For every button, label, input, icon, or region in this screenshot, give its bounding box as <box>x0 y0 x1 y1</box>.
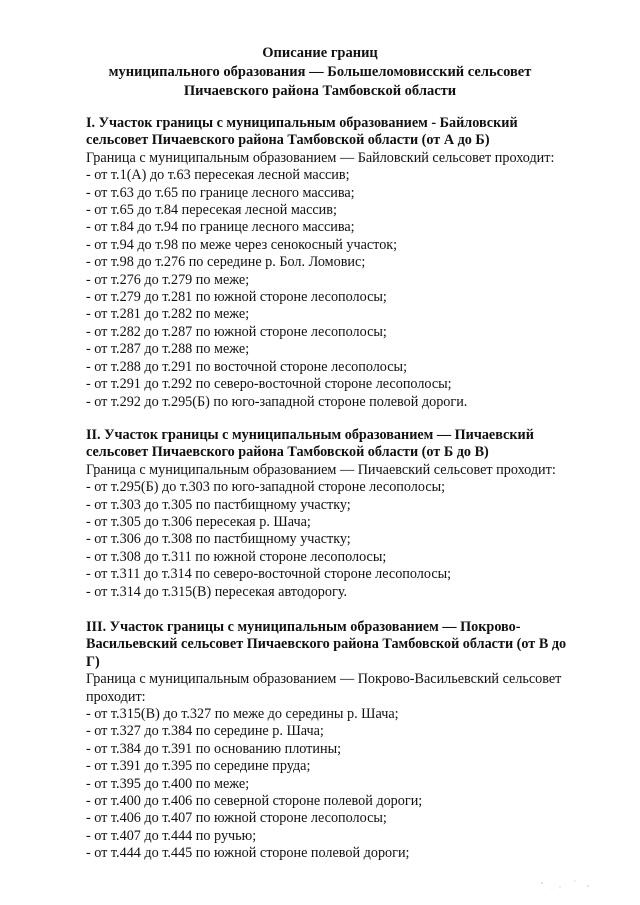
section-1-intro: Граница с муниципальным образованием — Байловский сельсовет проходит: <box>86 149 555 166</box>
list-item: - от т.1(А) до т.63 пересекая лесной массив; <box>86 167 350 184</box>
section-1-heading-line-2: сельсовет Пичаевского района Тамбовской области (от А до Б) <box>86 132 490 149</box>
section-2-intro: Граница с муниципальным образованием — Пичаевский сельсовет проходит: <box>86 461 556 478</box>
document-title-line-1: Описание границ <box>262 45 378 61</box>
list-item: - от т.291 до т.292 по северо-восточной стороне лесополосы; <box>86 376 452 393</box>
list-item: - от т.400 до т.406 по северной стороне полевой дороги; <box>86 793 423 810</box>
section-1-heading-line-1: I. Участок границы с муниципальным образованием - Байловский <box>86 115 518 131</box>
list-item: - от т.306 до т.308 по пастбищному участку; <box>86 531 351 548</box>
section-3 <box>86 619 626 863</box>
list-item: - от т.305 до т.306 пересекая р. Шача; <box>86 514 311 531</box>
list-item: - от т.288 до т.291 по восточной стороне лесополосы; <box>86 358 408 375</box>
section-3-intro-line-1: Граница с муниципальным образованием — Покрово-Васильевский сельсовет <box>86 671 562 688</box>
list-item: - от т.98 до т.276 по середине р. Бол. Ломовис; <box>86 254 366 271</box>
section-3-heading-line-2: Васильевский сельсовет Пичаевского района Тамбовской области (от В до <box>86 636 567 653</box>
list-item: - от т.407 до т.444 по ручью; <box>86 827 257 844</box>
section-3-intro-line-2: проходит: <box>86 688 146 705</box>
scan-speckles <box>530 853 600 893</box>
section-2 <box>86 427 626 601</box>
list-item: - от т.281 до т.282 по меже; <box>86 306 250 323</box>
list-item: - от т.406 до т.407 по южной стороне лесополосы; <box>86 810 387 827</box>
section-3-heading-line-1: III. Участок границы с муниципальным образованием — Покрово- <box>86 619 521 635</box>
list-item: - от т.327 до т.384 по середине р. Шача; <box>86 723 324 740</box>
list-item: - от т.84 до т.94 по границе лесного массива; <box>86 219 355 236</box>
list-item: - от т.395 до т.400 по меже; <box>86 775 250 792</box>
list-item: - от т.65 до т.84 пересекая лесной массив; <box>86 202 337 219</box>
section-3-heading-line-3: Г) <box>86 653 100 670</box>
list-item: - от т.444 до т.445 по южной стороне полевой дороги; <box>86 845 410 862</box>
section-1 <box>86 115 626 411</box>
document-title-line-3: Пичаевского района Тамбовской области <box>183 83 457 99</box>
list-item: - от т.315(В) до т.327 по меже до середины р. Шача; <box>86 706 399 723</box>
list-item: - от т.63 до т.65 по границе лесного массива; <box>86 184 355 201</box>
list-item: - от т.94 до т.98 по меже через сенокосный участок; <box>86 236 398 253</box>
list-item: - от т.276 до т.279 по меже; <box>86 271 250 288</box>
list-item: - от т.384 до т.391 по основанию плотины; <box>86 740 342 757</box>
section-2-heading-line-1: II. Участок границы с муниципальным образованием — Пичаевский <box>86 427 534 443</box>
list-item: - от т.391 до т.395 по середине пруда; <box>86 758 311 775</box>
list-item: - от т.303 до т.305 по пастбищному участку; <box>86 496 351 513</box>
section-2-heading-line-2: сельсовет Пичаевского района Тамбовской области (от Б до В) <box>86 444 489 461</box>
list-item: - от т.287 до т.288 по меже; <box>86 341 250 358</box>
list-item: - от т.314 до т.315(В) пересекая автодорогу. <box>86 583 348 600</box>
document-title-line-2: муниципального образования — Большеломовисский сельсовет <box>108 64 532 80</box>
list-item: - от т.292 до т.295(Б) по юго-западной стороне полевой дороги. <box>86 393 468 410</box>
list-item: - от т.279 до т.281 по южной стороне лесополосы; <box>86 289 387 306</box>
list-item: - от т.295(Б) до т.303 по юго-западной стороне лесополосы; <box>86 479 446 496</box>
list-item: - от т.282 до т.287 по южной стороне лесополосы; <box>86 323 387 340</box>
list-item: - от т.308 до т.311 по южной стороне лесополосы; <box>86 548 387 565</box>
list-item: - от т.311 до т.314 по северо-восточной стороне лесополосы; <box>86 566 452 583</box>
